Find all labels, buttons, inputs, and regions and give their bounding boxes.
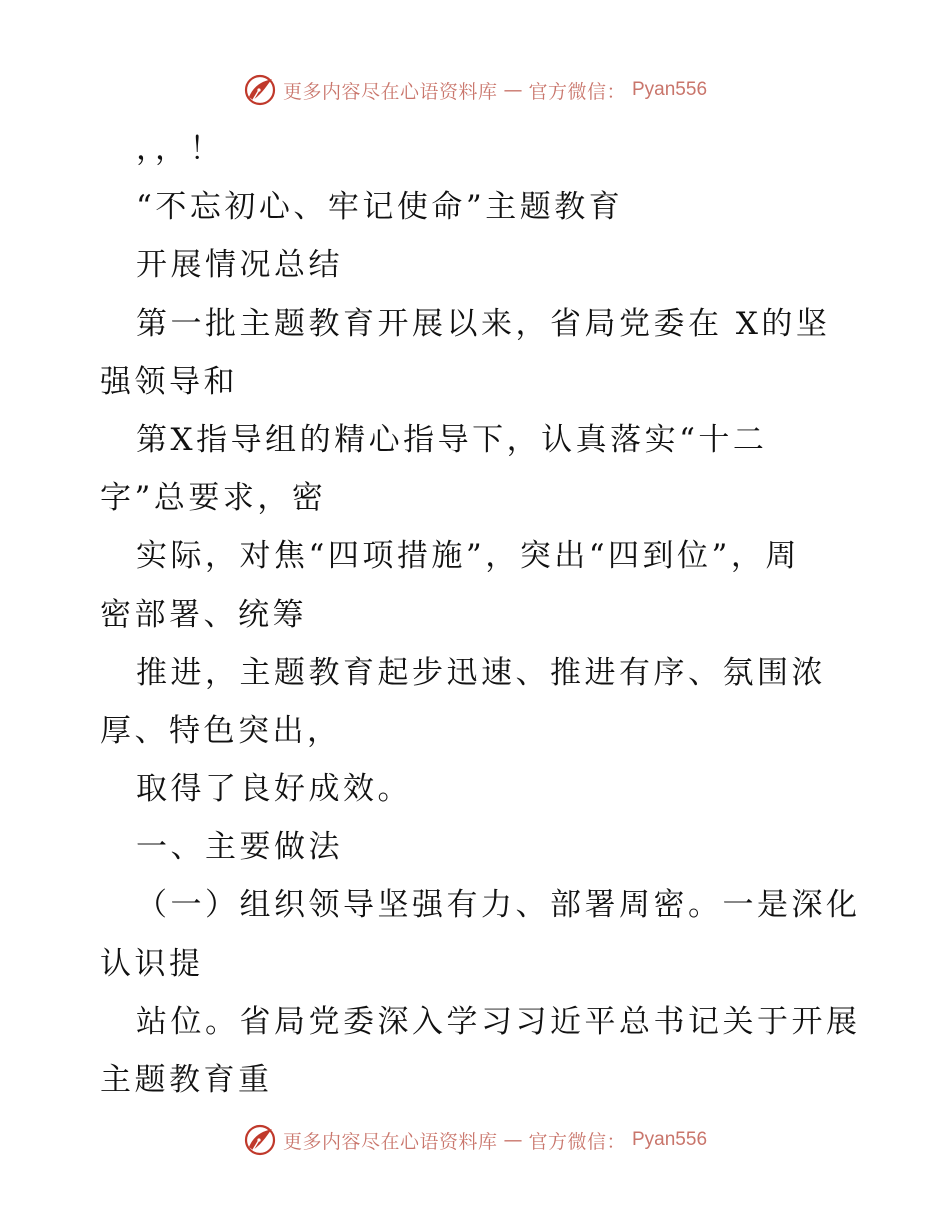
document-subtitle: 开展情况总结 <box>136 247 343 284</box>
text-line: 实际，对焦“四项措施”，突出“四到位”，周 <box>136 538 800 575</box>
banner-wechat-label: 官方微信： <box>528 1130 626 1153</box>
banner-site-text: 更多内容尽在心语资料库 <box>282 80 498 103</box>
text-line: 密部署、统筹 <box>100 596 307 633</box>
text-line: 字”总要求，密 <box>100 480 327 517</box>
banner-site-text: 更多内容尽在心语资料库 <box>282 1130 498 1153</box>
text-line: ，，！ <box>136 131 224 167</box>
footer-banner <box>0 1120 950 1160</box>
text-line: 推进，主题教育起步迅速、推进有序、氛围浓 <box>136 654 826 691</box>
section-heading: 一、主要做法 <box>136 829 343 866</box>
text-line: 主题教育重 <box>100 1062 273 1098</box>
banner-wechat-label: 官方微信： <box>528 80 626 103</box>
banner-wechat-handle: Pyan556 <box>632 79 708 100</box>
text-line: 厚、特色突出， <box>100 712 342 749</box>
text-line: 认识提 <box>100 945 204 982</box>
text-line: （一）组织领导坚强有力、部署周密。一是深化 <box>136 887 861 924</box>
document-title: “不忘初心、牢记使命”主题教育 <box>136 189 624 226</box>
document-body <box>100 120 860 1109</box>
banner-separator: — <box>503 1129 523 1151</box>
pen-nib-logo-icon <box>243 1123 277 1157</box>
text-line: 取得了良好成效。 <box>136 771 412 808</box>
text-line: 站位。省局党委深入学习习近平总书记关于开展 <box>136 1003 861 1040</box>
banner-wechat-handle: Pyan556 <box>632 1129 708 1150</box>
header-banner <box>0 70 950 110</box>
pen-nib-logo-icon <box>243 73 277 107</box>
text-line: 强领导和 <box>100 363 238 400</box>
text-line: 第一批主题教育开展以来，省局党委在 X的坚 <box>136 305 831 342</box>
text-line: 第X指导组的精心指导下，认真落实“十二 <box>136 421 768 458</box>
banner-separator: — <box>503 79 523 101</box>
